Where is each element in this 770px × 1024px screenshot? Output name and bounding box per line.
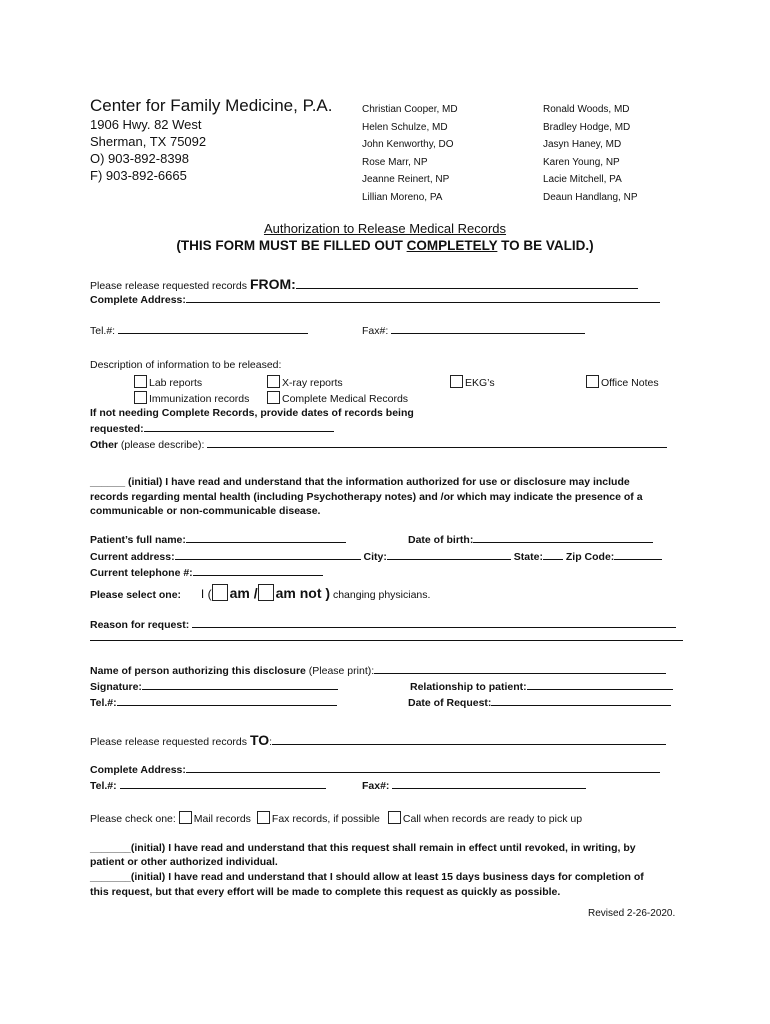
call-option-label: Call when records are ready to pick up xyxy=(402,813,583,825)
subtitle-pre: (THIS FORM MUST BE FILLED OUT xyxy=(176,238,407,253)
subtitle-emphasis: COMPLETELY xyxy=(406,238,498,253)
fax-checkbox[interactable] xyxy=(257,811,270,824)
state-label: State: xyxy=(510,551,543,563)
subtitle-post: TO BE VALID.) xyxy=(497,238,594,253)
from-emphasis: FROM: xyxy=(249,276,296,292)
current-address-row xyxy=(90,551,662,563)
physician-name: Jeanne Reinert, NP xyxy=(362,174,450,185)
option-xray-reports[interactable] xyxy=(267,375,343,389)
form-subtitle xyxy=(0,238,770,253)
reason-field-line2[interactable] xyxy=(90,640,683,641)
fax-option-label: Fax records, if possible xyxy=(271,813,380,825)
from-field[interactable] xyxy=(296,287,638,289)
patient-name-field[interactable] xyxy=(186,541,346,543)
revised-date: Revised 2-26-2020. xyxy=(588,908,676,919)
fax-field[interactable] xyxy=(391,332,585,334)
reason-label: Reason for request: xyxy=(90,619,193,631)
current-address-label: Current address: xyxy=(90,551,175,563)
signature-row xyxy=(90,681,338,693)
physician-name: Bradley Hodge, MD xyxy=(543,121,631,133)
clinic-phone: O) 903-892-8398 xyxy=(90,151,190,166)
patient-name-row xyxy=(90,534,346,546)
city-field[interactable] xyxy=(387,558,511,560)
physician-name: Helen Schulze, MD xyxy=(362,121,448,133)
complete-address2-row xyxy=(90,764,660,776)
am-label: am / xyxy=(229,585,258,601)
relationship-field[interactable] xyxy=(527,688,673,690)
mail-checkbox[interactable] xyxy=(179,811,192,824)
clinic-address-line2: Sherman, TX 75092 xyxy=(90,134,207,149)
reason-row xyxy=(90,619,676,631)
physician-name: John Kenworthy, DO xyxy=(362,139,454,150)
date-request-field[interactable] xyxy=(491,704,671,706)
fax2-field[interactable] xyxy=(392,787,586,789)
fax2-row xyxy=(362,780,586,792)
tel3-label: Tel.#: xyxy=(90,780,120,792)
relationship-row xyxy=(410,681,673,693)
auth-name-field[interactable] xyxy=(374,672,666,674)
physician-list-right xyxy=(543,101,638,206)
checkbox[interactable] xyxy=(267,375,280,388)
dob-field[interactable] xyxy=(473,541,653,543)
option-complete-records[interactable] xyxy=(267,391,408,405)
auth-name-hint: (Please print): xyxy=(305,665,375,677)
complete-address2-label: Complete Address: xyxy=(90,764,186,776)
relationship-label: Relationship to patient: xyxy=(410,681,527,693)
checkbox[interactable] xyxy=(134,375,147,388)
fax-label: Fax#: xyxy=(362,325,392,337)
initial-statement-2-line2: patient or other authorized individual. xyxy=(90,856,278,868)
changing-label: changing physicians. xyxy=(330,589,431,601)
physician-name: Christian Cooper, MD xyxy=(362,104,458,115)
auth-name-row xyxy=(90,665,666,677)
option-label: X-ray reports xyxy=(282,377,343,389)
complete-address-row xyxy=(90,294,660,306)
check-one-row xyxy=(90,811,582,825)
option-label: Complete Medical Records xyxy=(282,393,409,405)
dates-row xyxy=(90,423,334,435)
to-label: Please release requested records xyxy=(90,736,250,748)
current-address-field[interactable] xyxy=(175,558,361,560)
initial-blank[interactable]: _______ xyxy=(90,842,131,854)
clinic-name: Center for Family Medicine, P.A. xyxy=(90,96,333,115)
checkbox[interactable] xyxy=(267,391,280,404)
to-field[interactable] xyxy=(272,743,666,745)
tel-row xyxy=(90,325,308,337)
initial-statement-1 xyxy=(90,476,630,488)
call-checkbox[interactable] xyxy=(388,811,401,824)
auth-name-label: Name of person authorizing this disclosure xyxy=(90,665,306,677)
option-label: Immunization records xyxy=(149,393,250,405)
tel3-field[interactable] xyxy=(120,787,326,789)
tel3-row xyxy=(90,780,326,792)
tel-label: Tel.#: xyxy=(90,325,119,337)
date-request-row xyxy=(408,697,671,709)
tel-field[interactable] xyxy=(118,332,308,334)
initial-text: (initial) I have read and understand that the information authorized for use or disclosure may include xyxy=(125,476,630,488)
initial-statement-3 xyxy=(90,871,644,883)
clinic-fax: F) 903-892-6665 xyxy=(90,168,187,183)
form-title: Authorization to Release Medical Records xyxy=(263,221,507,236)
from-row xyxy=(90,276,638,292)
physician-name: Rose Marr, NP xyxy=(362,156,428,168)
option-lab-reports[interactable] xyxy=(134,375,202,389)
dates-instruction: If not needing Complete Records, provide dates of records being xyxy=(90,407,414,419)
option-office-notes[interactable] xyxy=(586,375,659,389)
physician-name: Lillian Moreno, PA xyxy=(362,191,443,203)
dob-row xyxy=(408,534,653,546)
option-label: Lab reports xyxy=(149,377,203,389)
dates-label: requested: xyxy=(90,423,144,435)
am-not-label: am not ) xyxy=(275,585,331,601)
zip-field[interactable] xyxy=(614,558,662,560)
option-ekg[interactable] xyxy=(450,375,495,389)
from-label: Please release requested records xyxy=(90,280,250,292)
initial-blank[interactable]: _______ xyxy=(90,871,131,883)
initial-blank[interactable]: ______ xyxy=(90,476,126,488)
dates-field[interactable] xyxy=(144,430,334,432)
fax-row xyxy=(362,325,585,337)
current-phone-label: Current telephone #: xyxy=(90,567,193,579)
reason-field[interactable] xyxy=(192,626,676,628)
option-label: Office Notes xyxy=(601,377,659,389)
physician-name: Ronald Woods, MD xyxy=(543,104,630,115)
physician-name: Deaun Handlang, NP xyxy=(543,191,638,203)
patient-name-label: Patient’s full name: xyxy=(90,534,186,546)
physician-list-left xyxy=(362,101,458,206)
date-request-label: Date of Request: xyxy=(408,697,492,709)
initial-statement-2 xyxy=(90,842,636,854)
option-immunization[interactable] xyxy=(134,391,249,405)
select-one-row xyxy=(90,584,430,601)
physician-name: Lacie Mitchell, PA xyxy=(543,174,622,185)
tel2-label: Tel.#: xyxy=(90,697,117,709)
tel2-row xyxy=(90,697,337,709)
initial-text: (initial) I have read and understand that I should allow at least 15 days business days for completion of xyxy=(130,871,644,883)
description-label: Description of information to be released: xyxy=(90,359,282,371)
option-label: EKG’s xyxy=(465,377,495,389)
initial-statement-1-line3: communicable or non-communicable disease. xyxy=(90,505,321,517)
checkbox[interactable] xyxy=(586,375,599,388)
city-label: City: xyxy=(360,551,387,563)
current-phone-field[interactable] xyxy=(193,574,323,576)
am-not-checkbox[interactable] xyxy=(258,584,274,601)
am-checkbox[interactable] xyxy=(212,584,228,601)
other-field[interactable] xyxy=(207,446,667,448)
complete-address-label: Complete Address: xyxy=(90,294,186,306)
other-hint: (please describe): xyxy=(118,439,208,451)
current-phone-row xyxy=(90,567,323,579)
checkbox[interactable] xyxy=(450,375,463,388)
to-colon: : xyxy=(269,736,273,748)
signature-field[interactable] xyxy=(142,688,338,690)
complete-address-field[interactable] xyxy=(186,301,660,303)
other-row xyxy=(90,439,667,451)
to-row xyxy=(90,732,666,748)
zip-label: Zip Code: xyxy=(562,551,615,563)
i-label: I ( xyxy=(200,587,212,601)
other-label: Other xyxy=(90,439,119,451)
initial-text: (initial) I have read and understand that this request shall remain in effect until revoked, in writing, by xyxy=(130,842,636,854)
dob-label: Date of birth: xyxy=(408,534,474,546)
physician-name: Jasyn Haney, MD xyxy=(543,139,622,150)
check-one-label: Please check one: xyxy=(90,813,179,825)
to-emphasis: TO xyxy=(249,732,270,748)
select-one-label: Please select one: xyxy=(90,589,182,601)
initial-statement-1-line2: records regarding mental health (including Psychotherapy notes) and /or which may indicate the presence of a xyxy=(90,491,643,503)
initial-statement-3-line2: this request, but that every effort will be made to complete this request as quickly as possible. xyxy=(90,886,561,898)
clinic-address-line1: 1906 Hwy. 82 West xyxy=(90,117,202,132)
tel2-field[interactable] xyxy=(117,704,337,706)
complete-address2-field[interactable] xyxy=(186,771,660,773)
signature-label: Signature: xyxy=(90,681,142,693)
state-field[interactable] xyxy=(543,558,563,560)
fax2-label: Fax#: xyxy=(362,780,393,792)
physician-name: Karen Young, NP xyxy=(543,156,620,168)
mail-option-label: Mail records xyxy=(193,813,251,825)
checkbox[interactable] xyxy=(134,391,147,404)
